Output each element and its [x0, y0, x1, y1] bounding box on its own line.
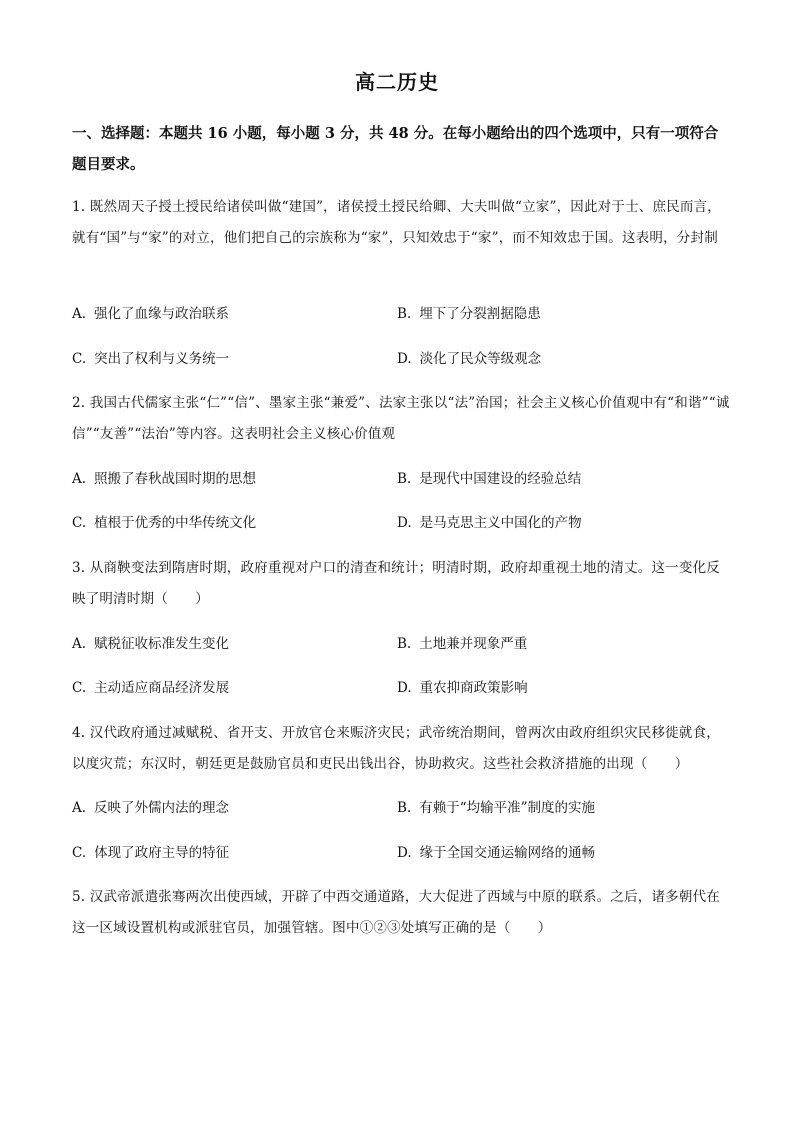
question-3-option-a[interactable]: [72, 634, 229, 654]
question-3-option-b[interactable]: [397, 634, 527, 654]
option-label: C.: [72, 515, 87, 531]
option-text: 强化了血缘与政治联系: [94, 306, 230, 322]
option-label: A.: [72, 306, 87, 322]
question-4-option-d[interactable]: [397, 843, 595, 863]
question-1-option-c[interactable]: [72, 349, 229, 369]
option-text: 淡化了民众等级观念: [419, 351, 542, 367]
option-label: C.: [72, 351, 87, 367]
question-1-stem: 1. 既然周天子授土授民给诸侯叫做“建国”，诸侯授土授民给卿、大夫叫做“立家”，因此对于士、庶民而言，就有“国”与“家”的对立，他们把自己的宗族称为“家”，只知效忠于“家”，而不知效忠于国。这表明，分封制: [72, 199, 721, 246]
page-title: 高二历史: [355, 70, 439, 94]
option-text: 反映了外儒内法的理念: [94, 800, 230, 816]
option-label: A.: [72, 471, 87, 487]
option-label: B.: [397, 306, 412, 322]
option-text: 照搬了春秋战国时期的思想: [94, 471, 257, 487]
question-2-option-b[interactable]: [397, 469, 581, 489]
question-3-stem: 3. 从商鞅变法到隋唐时期，政府重视对户口的清查和统计；明清时期，政府却重视土地的清丈。这一变化反映了明清时期（ ）: [72, 560, 720, 607]
question-4-option-b[interactable]: [397, 798, 595, 818]
option-label: B.: [397, 471, 412, 487]
option-text: 土地兼并现象严重: [419, 636, 528, 652]
option-text: 是马克思主义中国化的产物: [419, 515, 582, 531]
section-instructions: 一、选择题：本题共 16 小题，每小题 3 分，共 48 分。在每小题给出的四个选项中，只有一项符合题目要求。: [72, 125, 719, 173]
option-label: D.: [397, 680, 412, 696]
question-2-option-c[interactable]: [72, 513, 256, 533]
question-3-option-c[interactable]: [72, 678, 229, 698]
option-label: C.: [72, 680, 87, 696]
question-3-option-d[interactable]: [397, 678, 528, 698]
option-label: C.: [72, 845, 87, 861]
option-text: 是现代中国建设的经验总结: [419, 471, 582, 487]
option-text: 缘于全国交通运输网络的通畅: [419, 845, 596, 861]
question-4-stem: 4. 汉代政府通过减赋税、省开支、开放官仓来赈济灾民；武帝统治期间，曾两次由政府组织灾民移徙就食，以度灾荒；东汉时，朝廷更是鼓励官员和吏民出钱出谷，协助救灾。这些社会救济措施的出现（ ）: [72, 725, 720, 772]
question-1-option-a[interactable]: [72, 304, 229, 324]
option-label: B.: [397, 800, 412, 816]
question-2-stem: 2. 我国古代儒家主张“仁”“信”、墨家主张“兼爱”、法家主张以“法”治国；社会主义核心价值观中有“和谐”“诚信”“友善”“法治”等内容。这表明社会主义核心价值观: [72, 395, 730, 442]
question-2-option-d[interactable]: [397, 513, 582, 533]
question-1-option-d[interactable]: [397, 349, 541, 369]
option-text: 有赖于“均输平准”制度的实施: [419, 800, 596, 816]
question-2-option-a[interactable]: [72, 469, 256, 489]
option-text: 突出了权利与义务统一: [94, 351, 230, 367]
option-label: B.: [397, 636, 412, 652]
option-text: 埋下了分裂割据隐患: [419, 306, 541, 322]
option-label: D.: [397, 515, 412, 531]
option-text: 重农抑商政策影响: [419, 680, 528, 696]
option-label: A.: [72, 800, 87, 816]
question-4-option-a[interactable]: [72, 798, 229, 818]
question-5-stem: 5. 汉武帝派遣张骞两次出使西域，开辟了中西交通道路，大大促进了西域与中原的联系。之后，诸多朝代在这一区域设置机构或派驻官员，加强管辖。图中①②③处填写正确的是（ ）: [72, 889, 720, 936]
option-text: 体现了政府主导的特征: [94, 845, 230, 861]
option-text: 赋税征收标准发生变化: [94, 636, 230, 652]
option-label: A.: [72, 636, 87, 652]
option-text: 植根于优秀的中华传统文化: [94, 515, 257, 531]
option-label: D.: [397, 351, 412, 367]
option-text: 主动适应商品经济发展: [94, 680, 230, 696]
question-1-option-b[interactable]: [397, 304, 541, 324]
option-label: D.: [397, 845, 412, 861]
question-4-option-c[interactable]: [72, 843, 229, 863]
